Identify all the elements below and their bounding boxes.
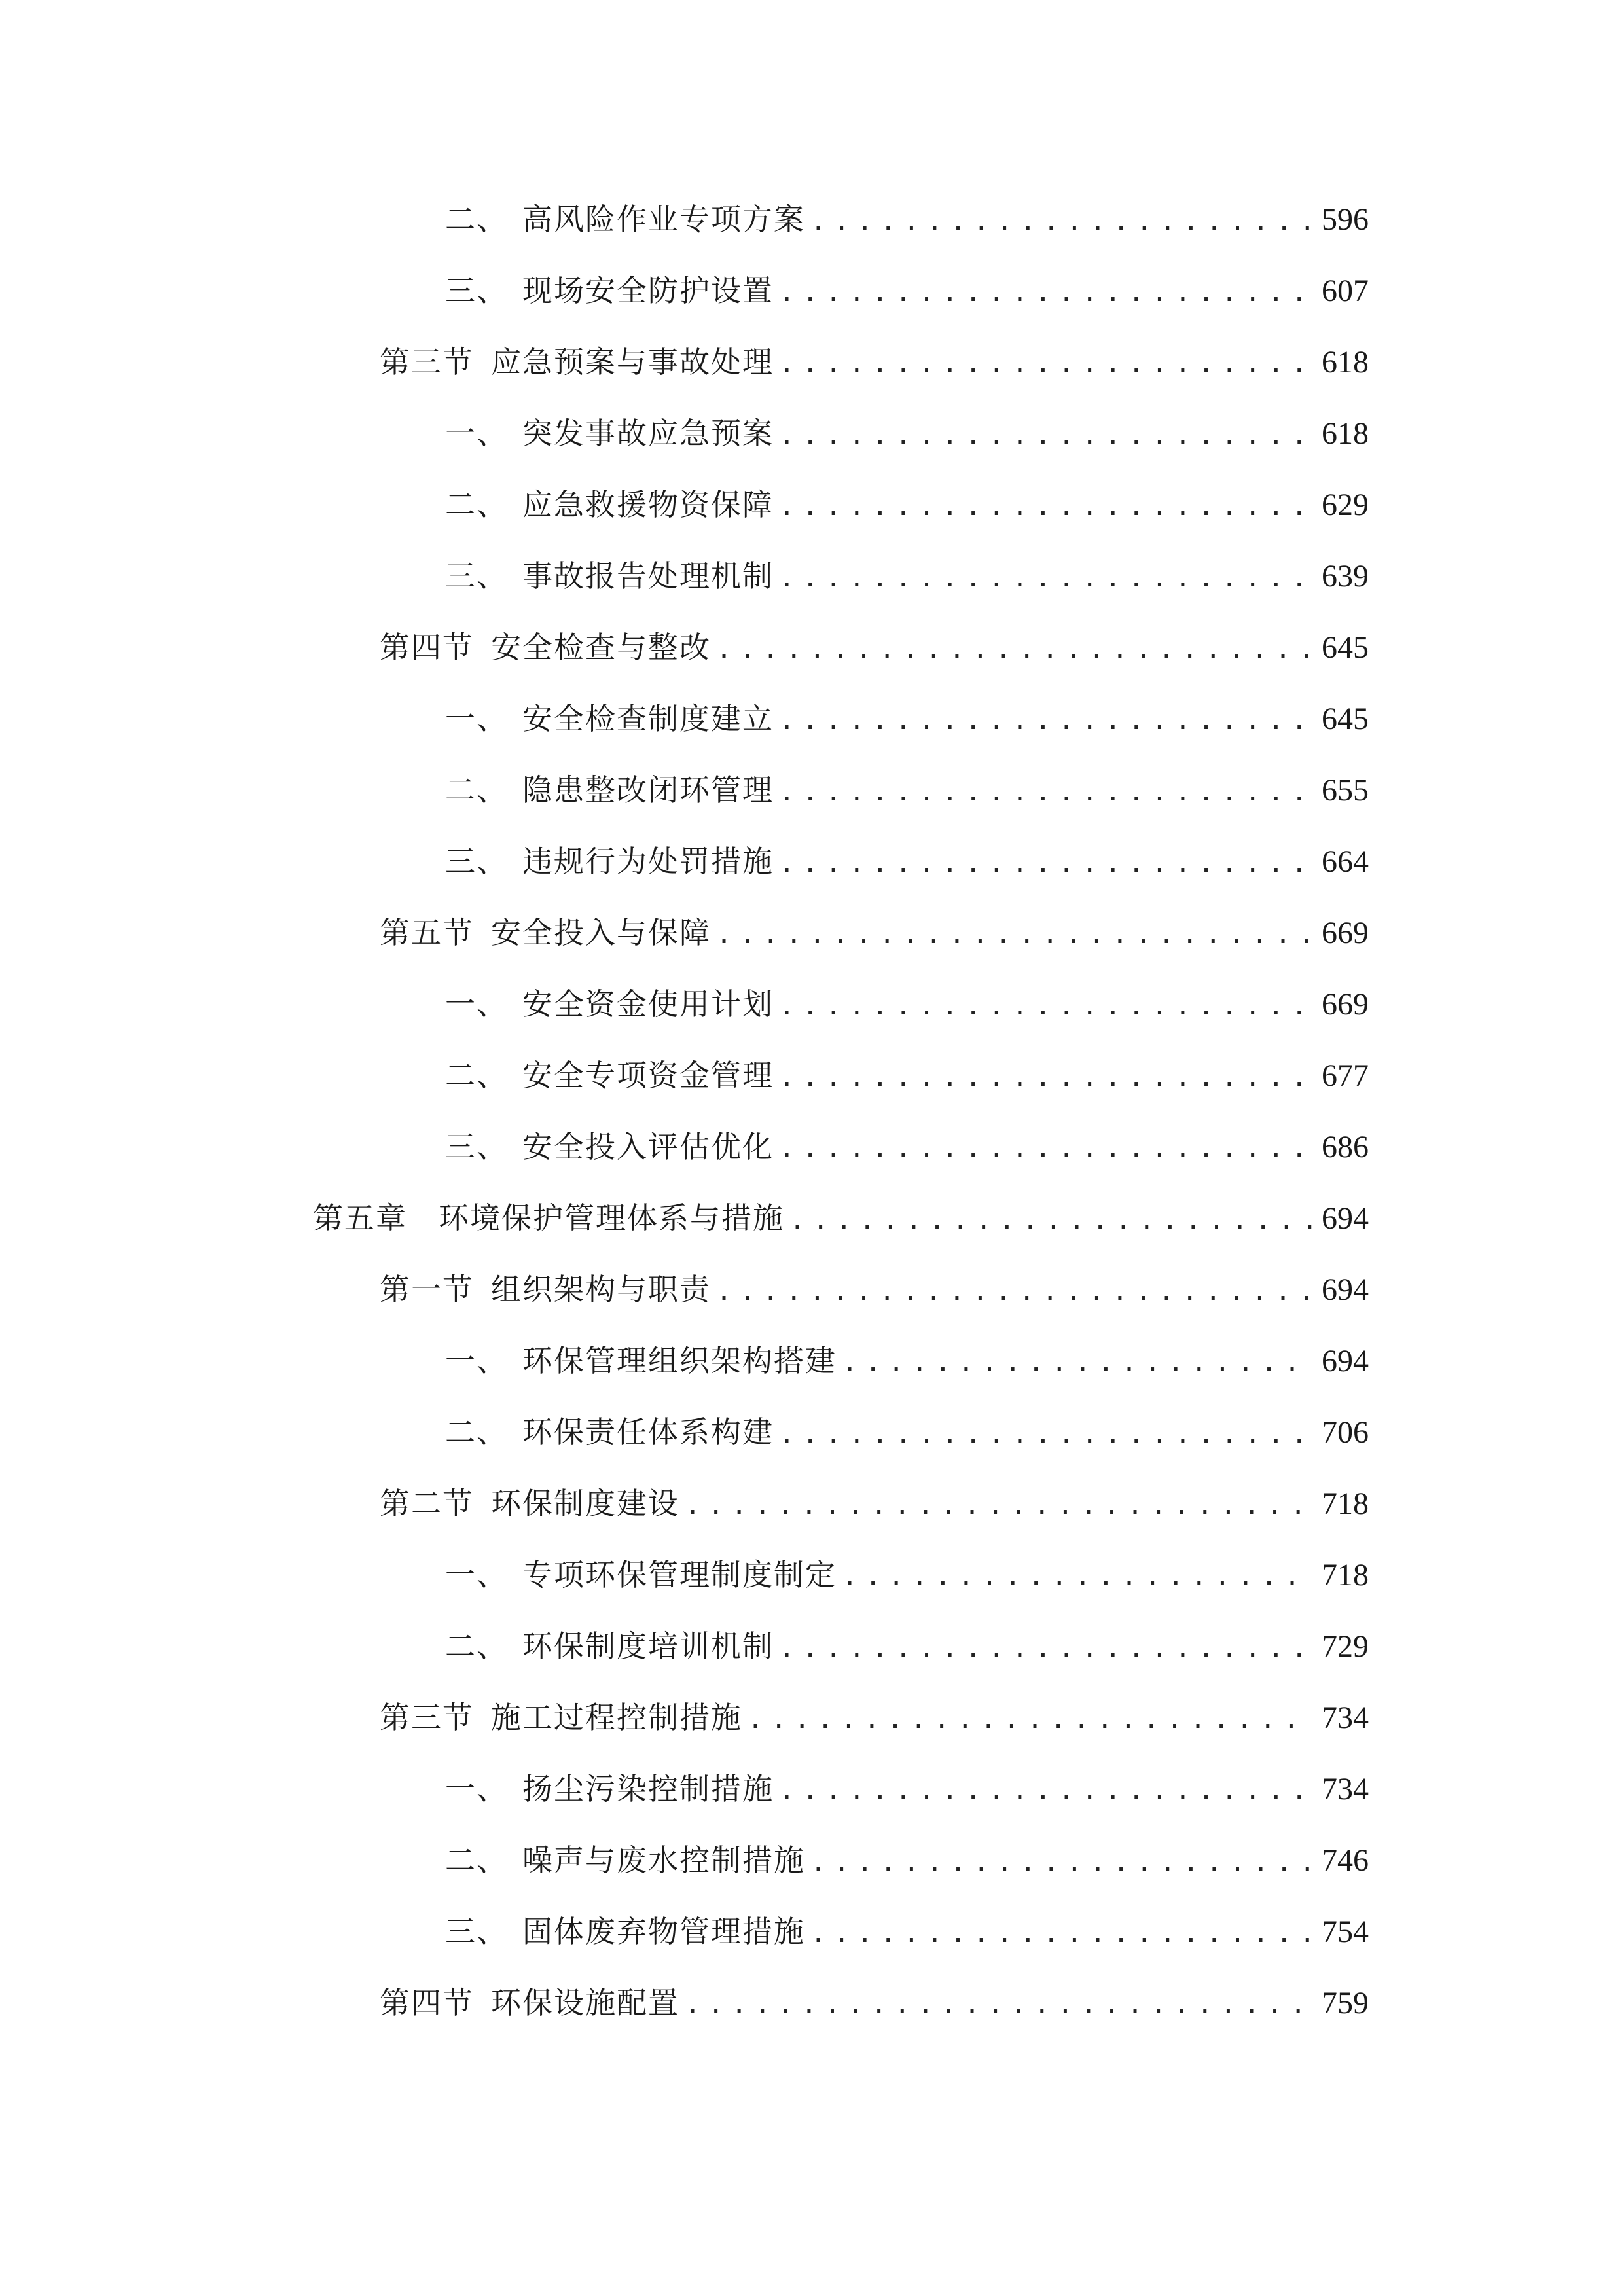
dot-leader	[779, 338, 1312, 390]
toc-entry[interactable]	[380, 1477, 1369, 1530]
page-number: 645	[1322, 702, 1369, 736]
dot-leader	[779, 1122, 1312, 1175]
entry-title: 环保责任体系构建	[522, 1414, 774, 1450]
entry-prefix: 二、	[445, 1058, 508, 1093]
page-number: 618	[1322, 345, 1369, 380]
entry-label	[445, 478, 774, 531]
dot-leader	[842, 1336, 1312, 1389]
dot-leader	[685, 1979, 1312, 2031]
entry-prefix: 一、	[445, 1771, 508, 1806]
toc-entry[interactable]	[380, 1691, 1369, 1744]
entry-prefix: 一、	[445, 416, 508, 451]
dot-leader	[779, 694, 1312, 747]
dot-leader	[810, 1907, 1312, 1960]
dot-leader	[779, 266, 1312, 319]
page-number: 596	[1322, 202, 1369, 237]
entry-prefix: 二、	[445, 202, 508, 237]
dot-leader	[779, 409, 1312, 461]
dot-leader	[779, 480, 1312, 533]
toc-entry[interactable]	[445, 407, 1369, 459]
entry-title: 隐患整改闭环管理	[522, 772, 774, 808]
entry-label	[380, 906, 711, 959]
dot-leader	[779, 1622, 1312, 1674]
entry-label	[445, 193, 805, 245]
entry-prefix: 二、	[445, 772, 508, 808]
page-number: 694	[1322, 1344, 1369, 1378]
toc-entry[interactable]	[445, 835, 1369, 888]
entry-title: 组织架构与职责	[491, 1272, 711, 1307]
page-number: 645	[1322, 630, 1369, 665]
page-number: 754	[1322, 1914, 1369, 1949]
entry-label	[445, 1763, 774, 1815]
entry-label	[380, 1977, 679, 2029]
entry-title: 现场安全防护设置	[522, 273, 774, 308]
entry-prefix: 第五章	[313, 1200, 407, 1236]
dot-leader	[779, 1765, 1312, 1817]
dot-leader	[779, 552, 1312, 604]
page-number: 718	[1322, 1486, 1369, 1521]
entry-title: 事故报告处理机制	[522, 558, 774, 594]
entry-prefix: 第三节	[380, 344, 474, 380]
entry-label	[445, 1406, 774, 1458]
page-number: 746	[1322, 1843, 1369, 1878]
toc-entry[interactable]	[445, 1121, 1369, 1173]
page-number: 664	[1322, 844, 1369, 879]
toc-entry[interactable]	[380, 336, 1369, 388]
dot-leader	[716, 1265, 1312, 1318]
entry-label	[445, 1620, 774, 1672]
entry-title: 应急预案与事故处理	[491, 344, 774, 380]
dot-leader	[810, 195, 1312, 247]
entry-title: 施工过程控制措施	[491, 1700, 742, 1735]
entry-title: 环境保护管理体系与措施	[439, 1200, 784, 1236]
entry-label	[445, 978, 774, 1030]
toc-entry[interactable]	[445, 1834, 1369, 1886]
toc-entry[interactable]	[445, 1763, 1369, 1815]
entry-label	[445, 1549, 837, 1601]
entry-label	[380, 1477, 679, 1530]
toc-entry[interactable]	[445, 550, 1369, 602]
entry-label	[380, 1263, 711, 1316]
toc-entry[interactable]	[380, 1977, 1369, 2029]
entry-title: 安全投入与保障	[491, 915, 711, 950]
entry-prefix: 二、	[445, 487, 508, 522]
dot-leader	[716, 908, 1312, 961]
page-number: 629	[1322, 488, 1369, 522]
entry-title: 专项环保管理制度制定	[522, 1557, 837, 1592]
entry-label	[380, 336, 774, 388]
dot-leader	[779, 1051, 1312, 1103]
toc-entry[interactable]	[380, 1263, 1369, 1316]
dot-leader	[685, 1479, 1312, 1532]
entry-prefix: 三、	[445, 273, 508, 308]
entry-prefix: 二、	[445, 1842, 508, 1878]
toc-entry[interactable]	[445, 478, 1369, 531]
entry-label	[445, 1049, 774, 1102]
page-number: 729	[1322, 1629, 1369, 1664]
entry-title: 安全检查制度建立	[522, 701, 774, 736]
page-number: 669	[1322, 916, 1369, 950]
page-number: 706	[1322, 1415, 1369, 1450]
toc-entry[interactable]	[445, 1549, 1369, 1601]
entry-label	[380, 1691, 742, 1744]
toc-entry[interactable]	[445, 978, 1369, 1030]
entry-label	[445, 764, 774, 816]
entry-prefix: 一、	[445, 1557, 508, 1592]
page-number: 669	[1322, 987, 1369, 1022]
entry-prefix: 三、	[445, 1914, 508, 1949]
dot-leader	[716, 623, 1312, 675]
page-number: 718	[1322, 1558, 1369, 1592]
entry-title: 突发事故应急预案	[522, 416, 774, 451]
toc-entry[interactable]	[445, 193, 1369, 245]
toc-entry[interactable]	[380, 621, 1369, 673]
entry-label	[445, 1121, 774, 1173]
page-number: 734	[1322, 1700, 1369, 1735]
dot-leader	[810, 1836, 1312, 1888]
dot-leader	[789, 1194, 1312, 1246]
page-number: 607	[1322, 274, 1369, 308]
entry-prefix: 二、	[445, 1628, 508, 1664]
entry-label	[445, 550, 774, 602]
toc-entry[interactable]	[445, 692, 1369, 745]
dot-leader	[779, 1408, 1312, 1460]
dot-leader	[748, 1693, 1312, 1746]
toc-entry[interactable]	[445, 1335, 1369, 1387]
toc-entry[interactable]	[445, 764, 1369, 816]
entry-title: 违规行为处罚措施	[522, 844, 774, 879]
entry-label	[445, 1834, 805, 1886]
toc-entry[interactable]	[380, 906, 1369, 959]
entry-prefix: 第五节	[380, 915, 474, 950]
toc-entry[interactable]	[445, 1406, 1369, 1458]
entry-title: 环保设施配置	[491, 1985, 679, 2020]
entry-prefix: 三、	[445, 558, 508, 594]
entry-prefix: 三、	[445, 844, 508, 879]
page-number: 734	[1322, 1772, 1369, 1806]
toc-entry[interactable]	[445, 264, 1369, 317]
entry-title: 环保管理组织架构搭建	[522, 1343, 837, 1378]
entry-title: 安全资金使用计划	[522, 986, 774, 1022]
page-number: 655	[1322, 773, 1369, 808]
entry-title: 应急救援物资保障	[522, 487, 774, 522]
entry-title: 安全投入评估优化	[522, 1129, 774, 1164]
entry-label	[445, 692, 774, 745]
entry-label	[445, 835, 774, 888]
entry-title: 高风险作业专项方案	[522, 202, 805, 237]
dot-leader	[779, 837, 1312, 889]
entry-prefix: 第四节	[380, 630, 474, 665]
toc-entry[interactable]	[445, 1905, 1369, 1958]
dot-leader	[779, 980, 1312, 1032]
page-number: 639	[1322, 559, 1369, 594]
dot-leader	[779, 766, 1312, 818]
page-number: 677	[1322, 1058, 1369, 1093]
entry-prefix: 二、	[445, 1414, 508, 1450]
page-number: 759	[1322, 1986, 1369, 2020]
entry-prefix: 一、	[445, 701, 508, 736]
entry-title: 环保制度建设	[491, 1486, 679, 1521]
entry-label	[445, 1905, 805, 1958]
page-number: 694	[1322, 1201, 1369, 1236]
entry-title: 固体废弃物管理措施	[522, 1914, 805, 1949]
entry-prefix: 第二节	[380, 1486, 474, 1521]
entry-title: 安全专项资金管理	[522, 1058, 774, 1093]
page-number: 686	[1322, 1130, 1369, 1164]
entry-title: 安全检查与整改	[491, 630, 711, 665]
toc-entry[interactable]	[313, 1192, 1369, 1244]
entry-title: 环保制度培训机制	[522, 1628, 774, 1664]
page-number: 694	[1322, 1272, 1369, 1307]
entry-prefix: 一、	[445, 1343, 508, 1378]
entry-prefix: 三、	[445, 1129, 508, 1164]
entry-label	[313, 1192, 784, 1244]
entry-title: 噪声与废水控制措施	[522, 1842, 805, 1878]
entry-label	[445, 264, 774, 317]
entry-title: 扬尘污染控制措施	[522, 1771, 774, 1806]
entry-prefix: 第四节	[380, 1985, 474, 2020]
page-number: 618	[1322, 416, 1369, 451]
entry-prefix: 一、	[445, 986, 508, 1022]
entry-label	[445, 407, 774, 459]
toc-entry[interactable]	[445, 1049, 1369, 1102]
entry-prefix: 第一节	[380, 1272, 474, 1307]
entry-label	[445, 1335, 837, 1387]
toc-entry[interactable]	[445, 1620, 1369, 1672]
entry-label	[380, 621, 711, 673]
dot-leader	[842, 1551, 1312, 1603]
entry-prefix: 第三节	[380, 1700, 474, 1735]
